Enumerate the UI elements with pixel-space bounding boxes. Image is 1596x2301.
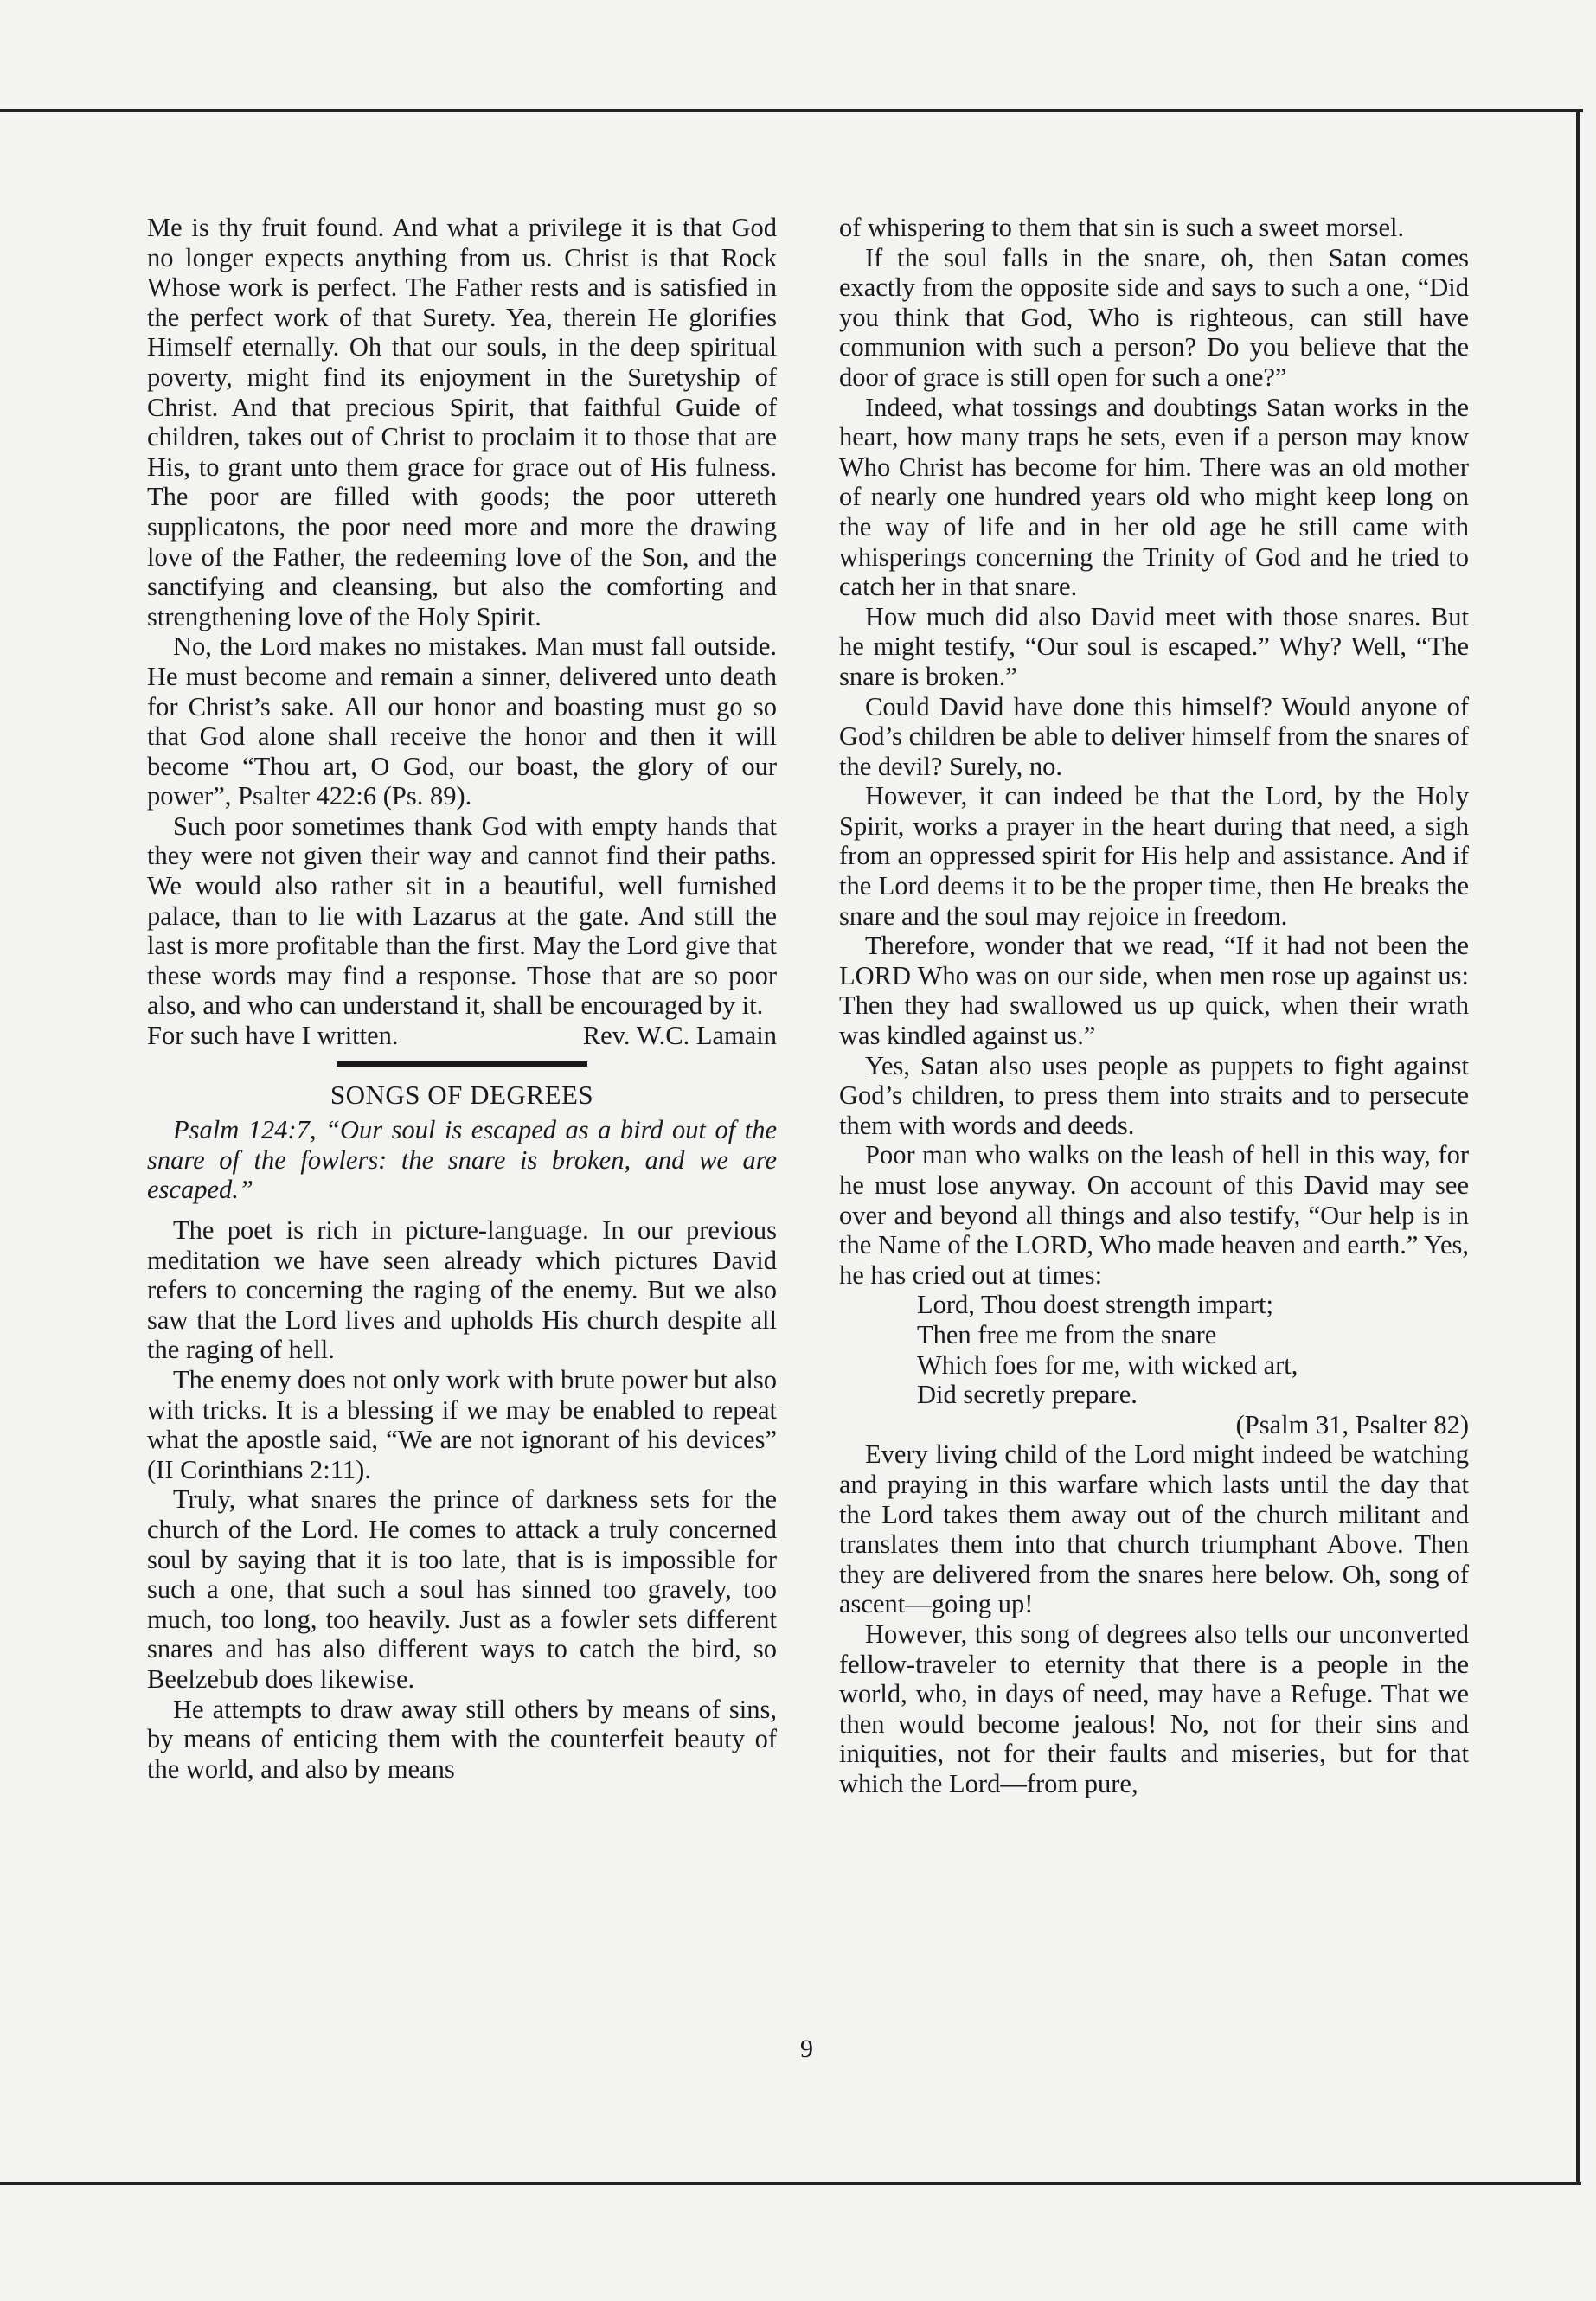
paragraph: The enemy does not only work with brute power but also with tricks. It is a blessing if we may be enabled to repeat what the apostle said, “We are not ignorant of his devices” (II Corinthians 2:11).	[147, 1364, 777, 1484]
author-name: Rev. W.C. Lamain	[582, 1021, 777, 1051]
paragraph: If the soul falls in the snare, oh, then Satan comes exactly from the opposite side and says to such a one, “Did you think that God, Who is righteous, can still have communion with such a person? Do you believe that the door of grace is still open for such a one?”	[839, 242, 1469, 392]
verse-citation: (Psalm 31, Psalter 82)	[1235, 1409, 1469, 1439]
closing-text: For such have I written.	[147, 1021, 399, 1051]
paragraph: No, the Lord makes no mistakes. Man must fall outside. He must become and remain a sinner, delivered unto death for Christ’s sake. All our honor and boasting must go so that God alone shall receive the honor and then it will become “Thou art, O God, our boast, the glory of our power”, Psalter 422:6 (Ps. 89).	[147, 631, 777, 811]
paragraph: Truly, what snares the prince of darkness sets for the church of the Lord. He comes to attack a truly concerned soul by saying that it is too late, that is is impossible for such a one, that such a soul has sinned too gravely, too much, too long, too heavily. Just as a fowler sets different snares and has also different ways to catch the bird, so Beelzebub does likewise.	[147, 1484, 777, 1694]
right-column	[839, 213, 1469, 1798]
paragraph: However, this song of degrees also tells our unconverted fellow-traveler to eternity that there is a people in the world, who, in days of need, may have a Refuge. That we then would become jealous! No, not for their sins and iniquities, not for their faults and miseries, but for that which the Lord—from pure,	[839, 1618, 1469, 1798]
paragraph: Yes, Satan also uses people as puppets to fight against God’s children, to press them into straits and to persecute them with words and deeds.	[839, 1050, 1469, 1140]
psalter-verse	[917, 1290, 1469, 1409]
paragraph: Me is thy fruit found. And what a privilege it is that God no longer expects anything from us. Christ is that Rock Whose work is perfect. The Father rests and is satisfied in the perfect work of that Surety. Yea, therein He glorifies Himself eternally. Oh that our souls, in the deep spiritual poverty, might find its enjoyment in the Suretyship of Christ. And that precious Spirit, that faithful Guide of children, takes out of Christ to proclaim it to those that are His, to grant unto them grace for grace out of His fulness. The poor are filled with goods; the poor uttereth supplicatons, the poor need more and more the drawing love of the Father, the redeeming love of the Son, and the sanctifying and cleansing, but also the comforting and strengthening love of the Holy Spirit.	[147, 213, 777, 631]
verse-line: Then free me from the snare	[917, 1319, 1217, 1349]
paragraph: The poet is rich in picture-language. In our previous meditation we have seen already which pictures David refers to concerning the raging of the enemy. But we also saw that the Lord lives and upholds His church despite all the raging of hell.	[147, 1215, 777, 1365]
paragraph: of whispering to them that sin is such a sweet morsel.	[839, 213, 1405, 242]
signature-line	[147, 1021, 777, 1051]
verse-line: Did secretly prepare.	[917, 1380, 1138, 1410]
paragraph: However, it can indeed be that the Lord, by the Holy Spirit, works a prayer in the heart during that need, a sigh from an oppressed spirit for His help and assistance. And if the Lord deems it to be the proper time, then He breaks the snare and the soul may rejoice in freedom.	[839, 781, 1469, 931]
paragraph: Poor man who walks on the leash of hell in this way, for he must lose anyway. On account of this David may see over and beyond all things and also testify, “Our help is in the Name of the LORD, Who made heaven and earth.” Yes, he has cried out at times:	[839, 1140, 1469, 1290]
left-column	[147, 213, 777, 1784]
page-number: 9	[800, 2035, 813, 2063]
paragraph: Indeed, what tossings and doubtings Satan works in the heart, how many traps he sets, even if a person may know Who Christ has become for him. There was an old mother of nearly one hundred years old who might keep long on the way of life and in her old age he still came with whisperings concerning the Trinity of God and he tried to catch her in that snare.	[839, 392, 1469, 602]
verse-line: Which foes for me, with wicked art,	[917, 1349, 1298, 1380]
section-divider	[337, 1061, 587, 1067]
paragraph: Therefore, wonder that we read, “If it had not been the LORD Who was on our side, when men rose up against us: Then they had swallowed us up quick, when their wrath was kindled against us.”	[839, 931, 1469, 1051]
top-border-rule	[0, 109, 1583, 112]
verse-line: Lord, Thou doest strength impart;	[917, 1290, 1273, 1320]
paragraph: Such poor sometimes thank God with empty hands that they were not given their way and cannot find their paths. We would also rather sit in a beautiful, well furnished palace, than to lie with Lazarus at the gate. And still the last is more profitable than the first. May the Lord give that these words may find a response. Those that are so poor also, and who can understand it, shall be encouraged by it.	[147, 811, 777, 1021]
paragraph: Could David have done this himself? Would anyone of God’s children be able to deliver himself from the snares of the devil? Surely, no.	[839, 691, 1469, 781]
epigraph: Psalm 124:7, “Our soul is escaped as a bird out of the snare of the fowlers: the snare is broken, and we are escaped.”	[147, 1115, 777, 1205]
right-border-rule	[1576, 109, 1580, 2185]
paragraph: How much did also David meet with those snares. But he might testify, “Our soul is escaped.” Why? Well, “The snare is broken.”	[839, 601, 1469, 691]
paragraph: Every living child of the Lord might indeed be watching and praying in this warfare which lasts until the day that the Lord takes them away out of the church militant and translates them into that church triumphant Above. Then they are delivered from the snares here below. Oh, song of ascent—going up!	[839, 1439, 1469, 1619]
article-title: SONGS OF DEGREES	[330, 1079, 594, 1110]
paragraph: He attempts to draw away still others by means of sins, by means of enticing them with the counterfeit beauty of the world, and also by means	[147, 1694, 777, 1784]
bottom-border-rule	[0, 2182, 1581, 2185]
